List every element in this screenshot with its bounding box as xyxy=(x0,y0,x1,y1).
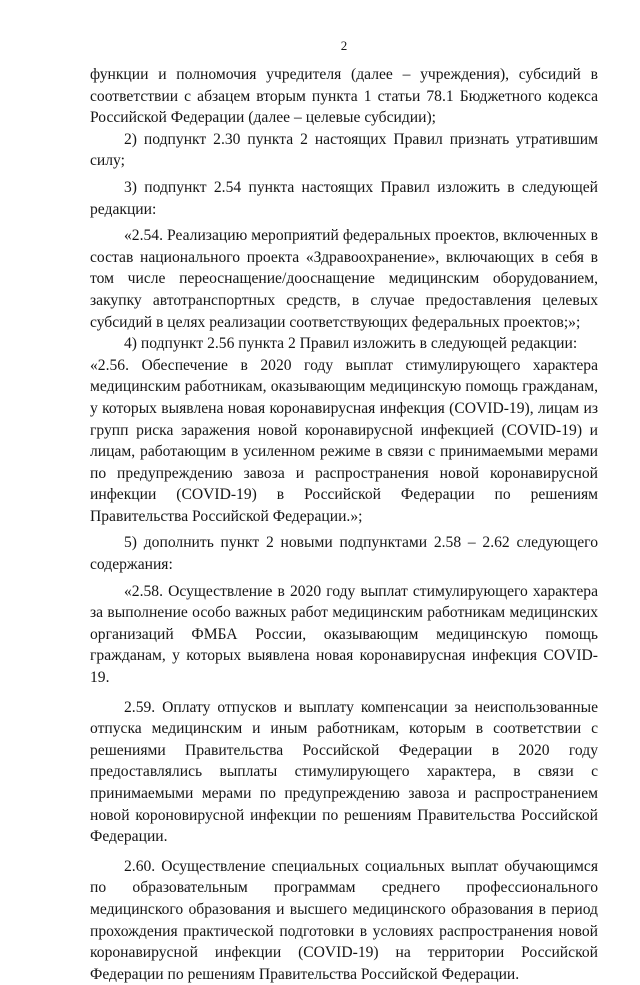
paragraph-clause-2-58: «2.58. Осуществление в 2020 году выплат стимулирующего характера за выполнение особо важных работ медицинским работникам медицинских организаций ФМБА России, оказывающим медицинскую помощь гражданам, у которых выявлена новая коронавирусная инфекция COVID-19. xyxy=(90,582,598,687)
paragraph-item-2: 2) подпункт 2.30 пункта 2 настоящих Правил признать утратившим силу; xyxy=(90,130,598,170)
paragraph-clause-2-59: 2.59. Оплату отпусков и выплату компенсации за неиспользованные отпуска медицинским и иным работникам, которым в соответствии с решениями Правительства Российской Федерации в 2020 году предоставлялись выплаты стимулирующего характера, в связи с принимаемыми мерами по предупреждению завоза и распространением новой короновирусной инфекции по решениям Правительства Российской Федерации. xyxy=(90,698,598,846)
paragraph-item-4: 4) подпункт 2.56 пункта 2 Правил изложить в следующей редакции: xyxy=(124,335,578,353)
document-body xyxy=(90,64,598,985)
paragraph-clause-2-60: 2.60. Осуществление специальных социальных выплат обучающимся по образовательным программам среднего профессионального медицинского образования и высшего медицинского образования в период прохождения практической подготовки в условиях распространения новой коронавирусной инфекции (COVID-19) на территории Российской Федерации по решениям Правительства Российской Федерации. xyxy=(90,857,598,983)
page-number: 2 xyxy=(340,38,348,53)
paragraph-item-3: 3) подпункт 2.54 пункта настоящих Правил изложить в следующей редакции: xyxy=(90,178,598,218)
paragraph-clause-2-54: «2.54. Реализацию мероприятий федеральных проектов, включенных в состав национального проекта «Здравоохранение», включающих в себя в том числе переоснащение/дооснащение медицинским оборудованием, закупку автотранспортных средств, в случае предоставления целевых субсидий в целях реализации соответствующих федеральных проектов;»; xyxy=(90,227,598,331)
paragraph-clause-2-56: «2.56. Обеспечение в 2020 году выплат стимулирующего характера медицинским работникам, оказывающим медицинскую помощь гражданам, у которых выявлена новая коронавирусная инфекция (COVID-19), лицам из групп риска заражения новой коронавирусной инфекцией (COVID-19) и лицам, работающим в усиленном режиме в связи с принимаемыми мерами по предупреждению завоза и распространения новой коронавирусной инфекции (COVID-19) в Российской Федерации по решениям Правительства Российской Федерации.»; xyxy=(90,356,598,525)
paragraph-continuation: функции и полномочия учредителя (далее – учреждения), субсидий в соответствии с абзацем вторым пункта 1 статьи 78.1 Бюджетного кодекса Российской Федерации (далее – целевые субсидии); xyxy=(90,66,598,127)
paragraph-item-5: 5) дополнить пункт 2 новыми подпунктами 2.58 – 2.62 следующего содержания: xyxy=(90,534,598,574)
